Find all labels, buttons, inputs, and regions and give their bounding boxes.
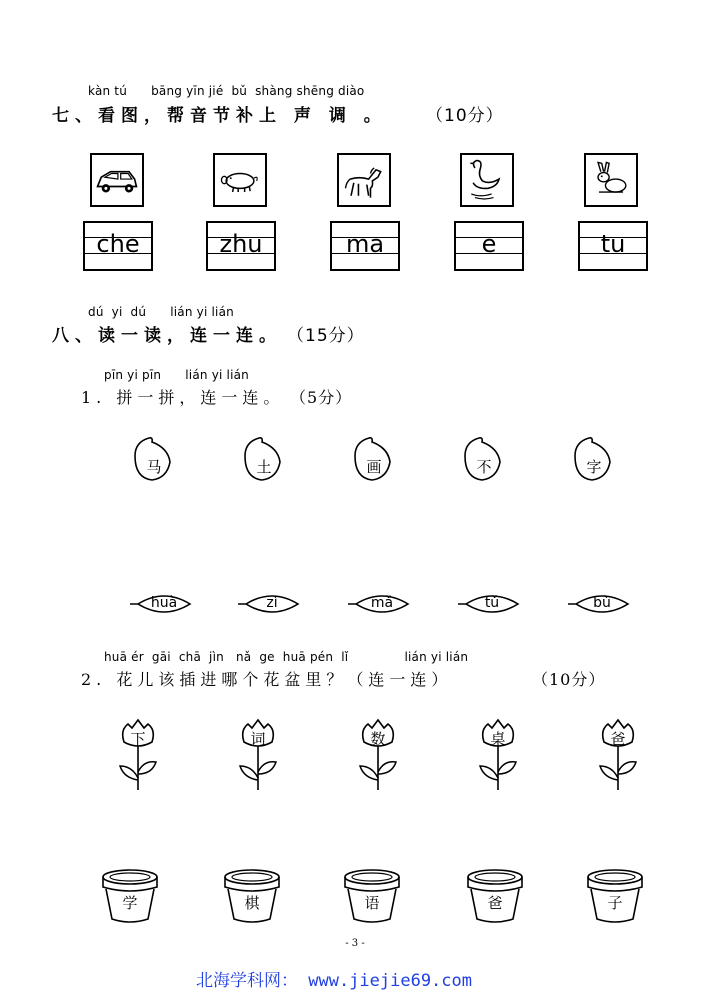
footer-link[interactable]: 北海学科网： www.jiejie69.com bbox=[196, 971, 472, 991]
syllable-grid-4[interactable] bbox=[454, 221, 524, 271]
part2-pinyin: huā ér gāi chā jìn nǎ ge huā pén lǐ lián yi lián bbox=[104, 650, 469, 664]
swan-picture bbox=[460, 153, 514, 207]
rabbit-icon bbox=[586, 155, 636, 205]
flower-character[interactable]: 下 bbox=[130, 730, 146, 748]
part1-heading: 1. 拼一拼，连一连。 bbox=[81, 388, 285, 407]
pot-character[interactable]: 学 bbox=[122, 894, 138, 912]
rabbit-picture bbox=[584, 153, 638, 207]
syllable-grid-1[interactable] bbox=[83, 221, 153, 271]
flower-character[interactable]: 数 bbox=[370, 730, 386, 748]
syllable-grid-3[interactable] bbox=[330, 221, 400, 271]
leaf-pinyin[interactable]: zì bbox=[266, 595, 278, 611]
part1-score: （5分） bbox=[290, 388, 353, 407]
section7-score: （10分） bbox=[426, 106, 504, 126]
horse-picture bbox=[337, 153, 391, 207]
pot-character[interactable]: 语 bbox=[364, 894, 380, 912]
section7-pinyin: kàn tú bāng yīn jié bǔ shàng shēng diào bbox=[88, 84, 365, 98]
leaf-pinyin[interactable]: bù bbox=[593, 595, 611, 611]
car-picture bbox=[90, 153, 144, 207]
leaf-character[interactable]: 不 bbox=[476, 458, 492, 476]
flower-character[interactable]: 词 bbox=[250, 730, 266, 748]
syllable-grid-2[interactable] bbox=[206, 221, 276, 271]
syllable-text: e bbox=[481, 230, 497, 258]
syllable-text: ma bbox=[345, 230, 385, 258]
part1-pinyin: pīn yi pīn lián yi lián bbox=[104, 368, 249, 382]
syllable-text: che bbox=[96, 230, 140, 258]
swan-icon bbox=[462, 155, 512, 205]
part2-heading: 2. 花儿该插进哪个花盆里？（连一连） bbox=[81, 670, 453, 689]
pot-character[interactable]: 子 bbox=[607, 894, 623, 912]
page-number: - 3 - bbox=[345, 938, 365, 949]
syllable-text: zhu bbox=[219, 230, 263, 258]
leaf-character[interactable]: 画 bbox=[366, 458, 382, 476]
leaf-character[interactable]: 马 bbox=[146, 458, 162, 476]
leaf-pinyin[interactable]: huà bbox=[150, 595, 178, 611]
leaf-pinyin[interactable]: mǎ bbox=[370, 595, 394, 611]
leaf-character[interactable]: 字 bbox=[586, 458, 602, 476]
leaf-pinyin[interactable]: tǔ bbox=[484, 595, 500, 611]
pot-character[interactable]: 棋 bbox=[244, 894, 260, 912]
pig-picture bbox=[213, 153, 267, 207]
section7-heading: 七、看图，帮音节补上 声 调 。 bbox=[52, 106, 387, 126]
horse-icon bbox=[339, 155, 389, 205]
syllable-grid-5[interactable] bbox=[578, 221, 648, 271]
part2-score: （10分） bbox=[532, 670, 606, 689]
pig-icon bbox=[215, 155, 265, 205]
car-icon bbox=[92, 155, 142, 205]
flower-character[interactable]: 爸 bbox=[610, 730, 626, 748]
section8-heading: 八、读一读，连一连。 bbox=[52, 326, 282, 346]
leaf-character[interactable]: 土 bbox=[256, 458, 272, 476]
syllable-text: tu bbox=[600, 230, 626, 258]
flowers bbox=[0, 710, 707, 790]
pot-character[interactable]: 爸 bbox=[487, 894, 503, 912]
flower-character[interactable]: 桌 bbox=[490, 730, 506, 748]
section8-score: （15分） bbox=[287, 326, 365, 346]
section8-pinyin: dú yi dú lián yi lián bbox=[88, 305, 234, 319]
